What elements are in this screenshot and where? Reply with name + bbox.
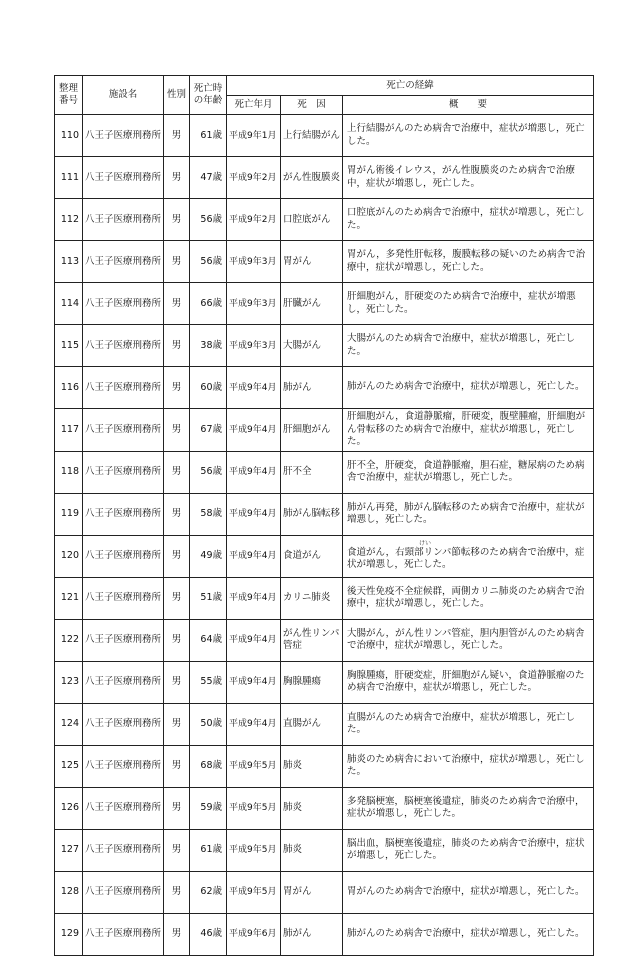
- facility-name: 八王子医療刑務所: [83, 703, 164, 745]
- sex: 男: [164, 241, 190, 283]
- cause-of-death: 肺炎: [281, 787, 343, 829]
- facility-name: 八王子医療刑務所: [83, 451, 164, 493]
- row-number: 123: [55, 661, 83, 703]
- facility-name: 八王子医療刑務所: [83, 283, 164, 325]
- header-facility: 施設名: [83, 76, 164, 115]
- facility-name: 八王子医療刑務所: [83, 745, 164, 787]
- sex: 男: [164, 535, 190, 577]
- facility-name: 八王子医療刑務所: [83, 661, 164, 703]
- age-at-death: 64歳: [190, 619, 227, 661]
- table-row: [55, 241, 594, 283]
- facility-name: 八王子医療刑務所: [83, 367, 164, 409]
- age-at-death: 56歳: [190, 241, 227, 283]
- cause-of-death: 肝細胞がん: [281, 409, 343, 452]
- header-date: 死亡年月: [227, 96, 281, 115]
- cause-of-death: カリニ肺炎: [281, 577, 343, 619]
- header-cause: 死 因: [281, 96, 343, 115]
- facility-name: 八王子医療刑務所: [83, 199, 164, 241]
- table-row: [55, 115, 594, 157]
- death-date: 平成9年4月: [227, 493, 281, 535]
- summary: 肺がん再発，肺がん脳転移のため病舎で治療中，症状が増悪し，死亡した。: [343, 493, 594, 535]
- death-date: 平成9年2月: [227, 199, 281, 241]
- cause-of-death: 肝臓がん: [281, 283, 343, 325]
- sex: 男: [164, 451, 190, 493]
- facility-name: 八王子医療刑務所: [83, 913, 164, 955]
- age-at-death: 60歳: [190, 367, 227, 409]
- sex: 男: [164, 661, 190, 703]
- sex: 男: [164, 829, 190, 871]
- death-date: 平成9年4月: [227, 409, 281, 452]
- facility-name: 八王子医療刑務所: [83, 241, 164, 283]
- death-date: 平成9年4月: [227, 661, 281, 703]
- document-page: [54, 75, 594, 956]
- deaths-table: [54, 75, 594, 956]
- cause-of-death: がん性リンパ管症: [281, 619, 343, 661]
- facility-name: 八王子医療刑務所: [83, 493, 164, 535]
- facility-name: 八王子医療刑務所: [83, 325, 164, 367]
- death-date: 平成9年1月: [227, 115, 281, 157]
- row-number: 120: [55, 535, 83, 577]
- table-row: [55, 577, 594, 619]
- age-at-death: 51歳: [190, 577, 227, 619]
- cause-of-death: 肺がん脳転移: [281, 493, 343, 535]
- summary: 胸腺腫瘍，肝硬変症，肝細胞がん疑い，食道静脈瘤のため病舎で治療中，症状が増悪し，死亡した。: [343, 661, 594, 703]
- summary: 肝細胞がん，肝硬変のため病舎で治療中，症状が増悪し，死亡した。: [343, 283, 594, 325]
- row-number: 119: [55, 493, 83, 535]
- row-number: 122: [55, 619, 83, 661]
- age-at-death: 50歳: [190, 703, 227, 745]
- age-at-death: 67歳: [190, 409, 227, 452]
- table-row: [55, 283, 594, 325]
- row-number: 113: [55, 241, 83, 283]
- header-sex: 性別: [164, 76, 190, 115]
- row-number: 118: [55, 451, 83, 493]
- age-at-death: 59歳: [190, 787, 227, 829]
- table-row: [55, 409, 594, 452]
- death-date: 平成9年3月: [227, 283, 281, 325]
- facility-name: 八王子医療刑務所: [83, 619, 164, 661]
- row-number: 114: [55, 283, 83, 325]
- death-date: 平成9年4月: [227, 535, 281, 577]
- cause-of-death: 肺がん: [281, 913, 343, 955]
- row-number: 125: [55, 745, 83, 787]
- facility-name: 八王子医療刑務所: [83, 829, 164, 871]
- row-number: 129: [55, 913, 83, 955]
- death-date: 平成9年6月: [227, 913, 281, 955]
- age-at-death: 62歳: [190, 871, 227, 913]
- row-number: 124: [55, 703, 83, 745]
- facility-name: 八王子医療刑務所: [83, 409, 164, 452]
- age-at-death: 58歳: [190, 493, 227, 535]
- cause-of-death: 食道がん: [281, 535, 343, 577]
- summary: 大腸がんのため病舎で治療中，症状が増悪し，死亡した。: [343, 325, 594, 367]
- death-date: 平成9年5月: [227, 829, 281, 871]
- cause-of-death: 胃がん: [281, 241, 343, 283]
- death-date: 平成9年4月: [227, 703, 281, 745]
- row-number: 112: [55, 199, 83, 241]
- facility-name: 八王子医療刑務所: [83, 535, 164, 577]
- table-row: [55, 367, 594, 409]
- death-date: 平成9年4月: [227, 577, 281, 619]
- summary: 脳出血，脳梗塞後遺症，肺炎のため病舎で治療中，症状が増悪し，死亡した。: [343, 829, 594, 871]
- row-number: 117: [55, 409, 83, 452]
- ruby-reading: けい: [419, 539, 432, 547]
- table-row: [55, 787, 594, 829]
- sex: 男: [164, 871, 190, 913]
- summary: 肺がんのため病舎で治療中，症状が増悪し，死亡した。: [343, 367, 594, 409]
- sex: 男: [164, 367, 190, 409]
- sex: 男: [164, 199, 190, 241]
- table-row: [55, 619, 594, 661]
- cause-of-death: 肺炎: [281, 745, 343, 787]
- table-row: [55, 703, 594, 745]
- table-row: [55, 325, 594, 367]
- age-at-death: 61歳: [190, 115, 227, 157]
- row-number: 121: [55, 577, 83, 619]
- age-at-death: 38歳: [190, 325, 227, 367]
- row-number: 115: [55, 325, 83, 367]
- death-date: 平成9年4月: [227, 451, 281, 493]
- death-date: 平成9年3月: [227, 325, 281, 367]
- cause-of-death: 胸腺腫瘍: [281, 661, 343, 703]
- cause-of-death: 直腸がん: [281, 703, 343, 745]
- table-row: [55, 661, 594, 703]
- sex: 男: [164, 913, 190, 955]
- sex: 男: [164, 493, 190, 535]
- death-date: 平成9年5月: [227, 871, 281, 913]
- sex: 男: [164, 577, 190, 619]
- sex: 男: [164, 745, 190, 787]
- summary: けい 食道がん，右頸部リンパ節転移のため病舎で治療中，症状が増悪し，死亡した。: [343, 535, 594, 577]
- age-at-death: 46歳: [190, 913, 227, 955]
- row-number: 111: [55, 157, 83, 199]
- table-row: [55, 871, 594, 913]
- table-row: [55, 199, 594, 241]
- age-at-death: 56歳: [190, 199, 227, 241]
- summary: 胃がん，多発性肝転移，腹膜転移の疑いのため病舎で治療中，症状が増悪し，死亡した。: [343, 241, 594, 283]
- summary: 後天性免疫不全症候群，両側カリニ肺炎のため病舎で治療中，症状が増悪し，死亡した。: [343, 577, 594, 619]
- table-row: [55, 745, 594, 787]
- age-at-death: 66歳: [190, 283, 227, 325]
- cause-of-death: 肺炎: [281, 829, 343, 871]
- sex: 男: [164, 325, 190, 367]
- cause-of-death: 胃がん: [281, 871, 343, 913]
- table-row: [55, 493, 594, 535]
- cause-of-death: 上行結腸がん: [281, 115, 343, 157]
- age-at-death: 55歳: [190, 661, 227, 703]
- death-date: 平成9年4月: [227, 367, 281, 409]
- age-at-death: 56歳: [190, 451, 227, 493]
- death-date: 平成9年2月: [227, 157, 281, 199]
- header-course: 死亡の経緯: [227, 76, 594, 96]
- sex: 男: [164, 157, 190, 199]
- sex: 男: [164, 283, 190, 325]
- summary: 肺がんのため病舎で治療中，症状が増悪し，死亡した。: [343, 913, 594, 955]
- summary: 直腸がんのため病舎で治療中，症状が増悪し，死亡した。: [343, 703, 594, 745]
- summary: 肝細胞がん，食道静脈瘤，肝硬変，腹壁腫瘤，肝細胞がん骨転移のため病舎で治療中，症状が増悪し，死亡した。: [343, 409, 594, 452]
- cause-of-death: 大腸がん: [281, 325, 343, 367]
- death-date: 平成9年4月: [227, 619, 281, 661]
- row-number: 127: [55, 829, 83, 871]
- cause-of-death: がん性腹膜炎: [281, 157, 343, 199]
- facility-name: 八王子医療刑務所: [83, 871, 164, 913]
- death-date: 平成9年3月: [227, 241, 281, 283]
- facility-name: 八王子医療刑務所: [83, 157, 164, 199]
- cause-of-death: 口腔底がん: [281, 199, 343, 241]
- summary: 肝不全，肝硬変，食道静脈瘤，胆石症，糖尿病のため病舎で治療中，症状が増悪し，死亡した。: [343, 451, 594, 493]
- summary: 胃がん術後イレウス，がん性腹膜炎のため病舎で治療中，症状が増悪し，死亡した。: [343, 157, 594, 199]
- row-number: 128: [55, 871, 83, 913]
- header-age: 死亡時の年齢: [190, 76, 227, 115]
- summary: 口腔底がんのため病舎で治療中，症状が増悪し，死亡した。: [343, 199, 594, 241]
- facility-name: 八王子医療刑務所: [83, 115, 164, 157]
- sex: 男: [164, 619, 190, 661]
- row-number: 116: [55, 367, 83, 409]
- sex: 男: [164, 787, 190, 829]
- summary: 大腸がん，がん性リンパ管症，胆内胆管がんのため病舎で治療中，症状が増悪し，死亡した。: [343, 619, 594, 661]
- row-number: 126: [55, 787, 83, 829]
- summary: 胃がんのため病舎で治療中，症状が増悪し，死亡した。: [343, 871, 594, 913]
- age-at-death: 49歳: [190, 535, 227, 577]
- summary: 肺炎のため病舎において治療中，症状が増悪し，死亡した。: [343, 745, 594, 787]
- age-at-death: 47歳: [190, 157, 227, 199]
- summary: 上行結腸がんのため病舎で治療中，症状が増悪し，死亡した。: [343, 115, 594, 157]
- header-no: 整理番号: [55, 76, 83, 115]
- age-at-death: 68歳: [190, 745, 227, 787]
- table-row: [55, 913, 594, 955]
- death-date: 平成9年5月: [227, 745, 281, 787]
- cause-of-death: 肺がん: [281, 367, 343, 409]
- sex: 男: [164, 115, 190, 157]
- death-date: 平成9年5月: [227, 787, 281, 829]
- cause-of-death: 肝不全: [281, 451, 343, 493]
- header-summary: 概 要: [343, 96, 594, 115]
- sex: 男: [164, 409, 190, 452]
- summary: 多発脳梗塞，脳梗塞後遺症，肺炎のため病舎で治療中，症状が増悪し，死亡した。: [343, 787, 594, 829]
- facility-name: 八王子医療刑務所: [83, 787, 164, 829]
- table-row: [55, 157, 594, 199]
- age-at-death: 61歳: [190, 829, 227, 871]
- facility-name: 八王子医療刑務所: [83, 577, 164, 619]
- row-number: 110: [55, 115, 83, 157]
- table-row: [55, 535, 594, 577]
- table-row: [55, 829, 594, 871]
- table-row: [55, 451, 594, 493]
- sex: 男: [164, 703, 190, 745]
